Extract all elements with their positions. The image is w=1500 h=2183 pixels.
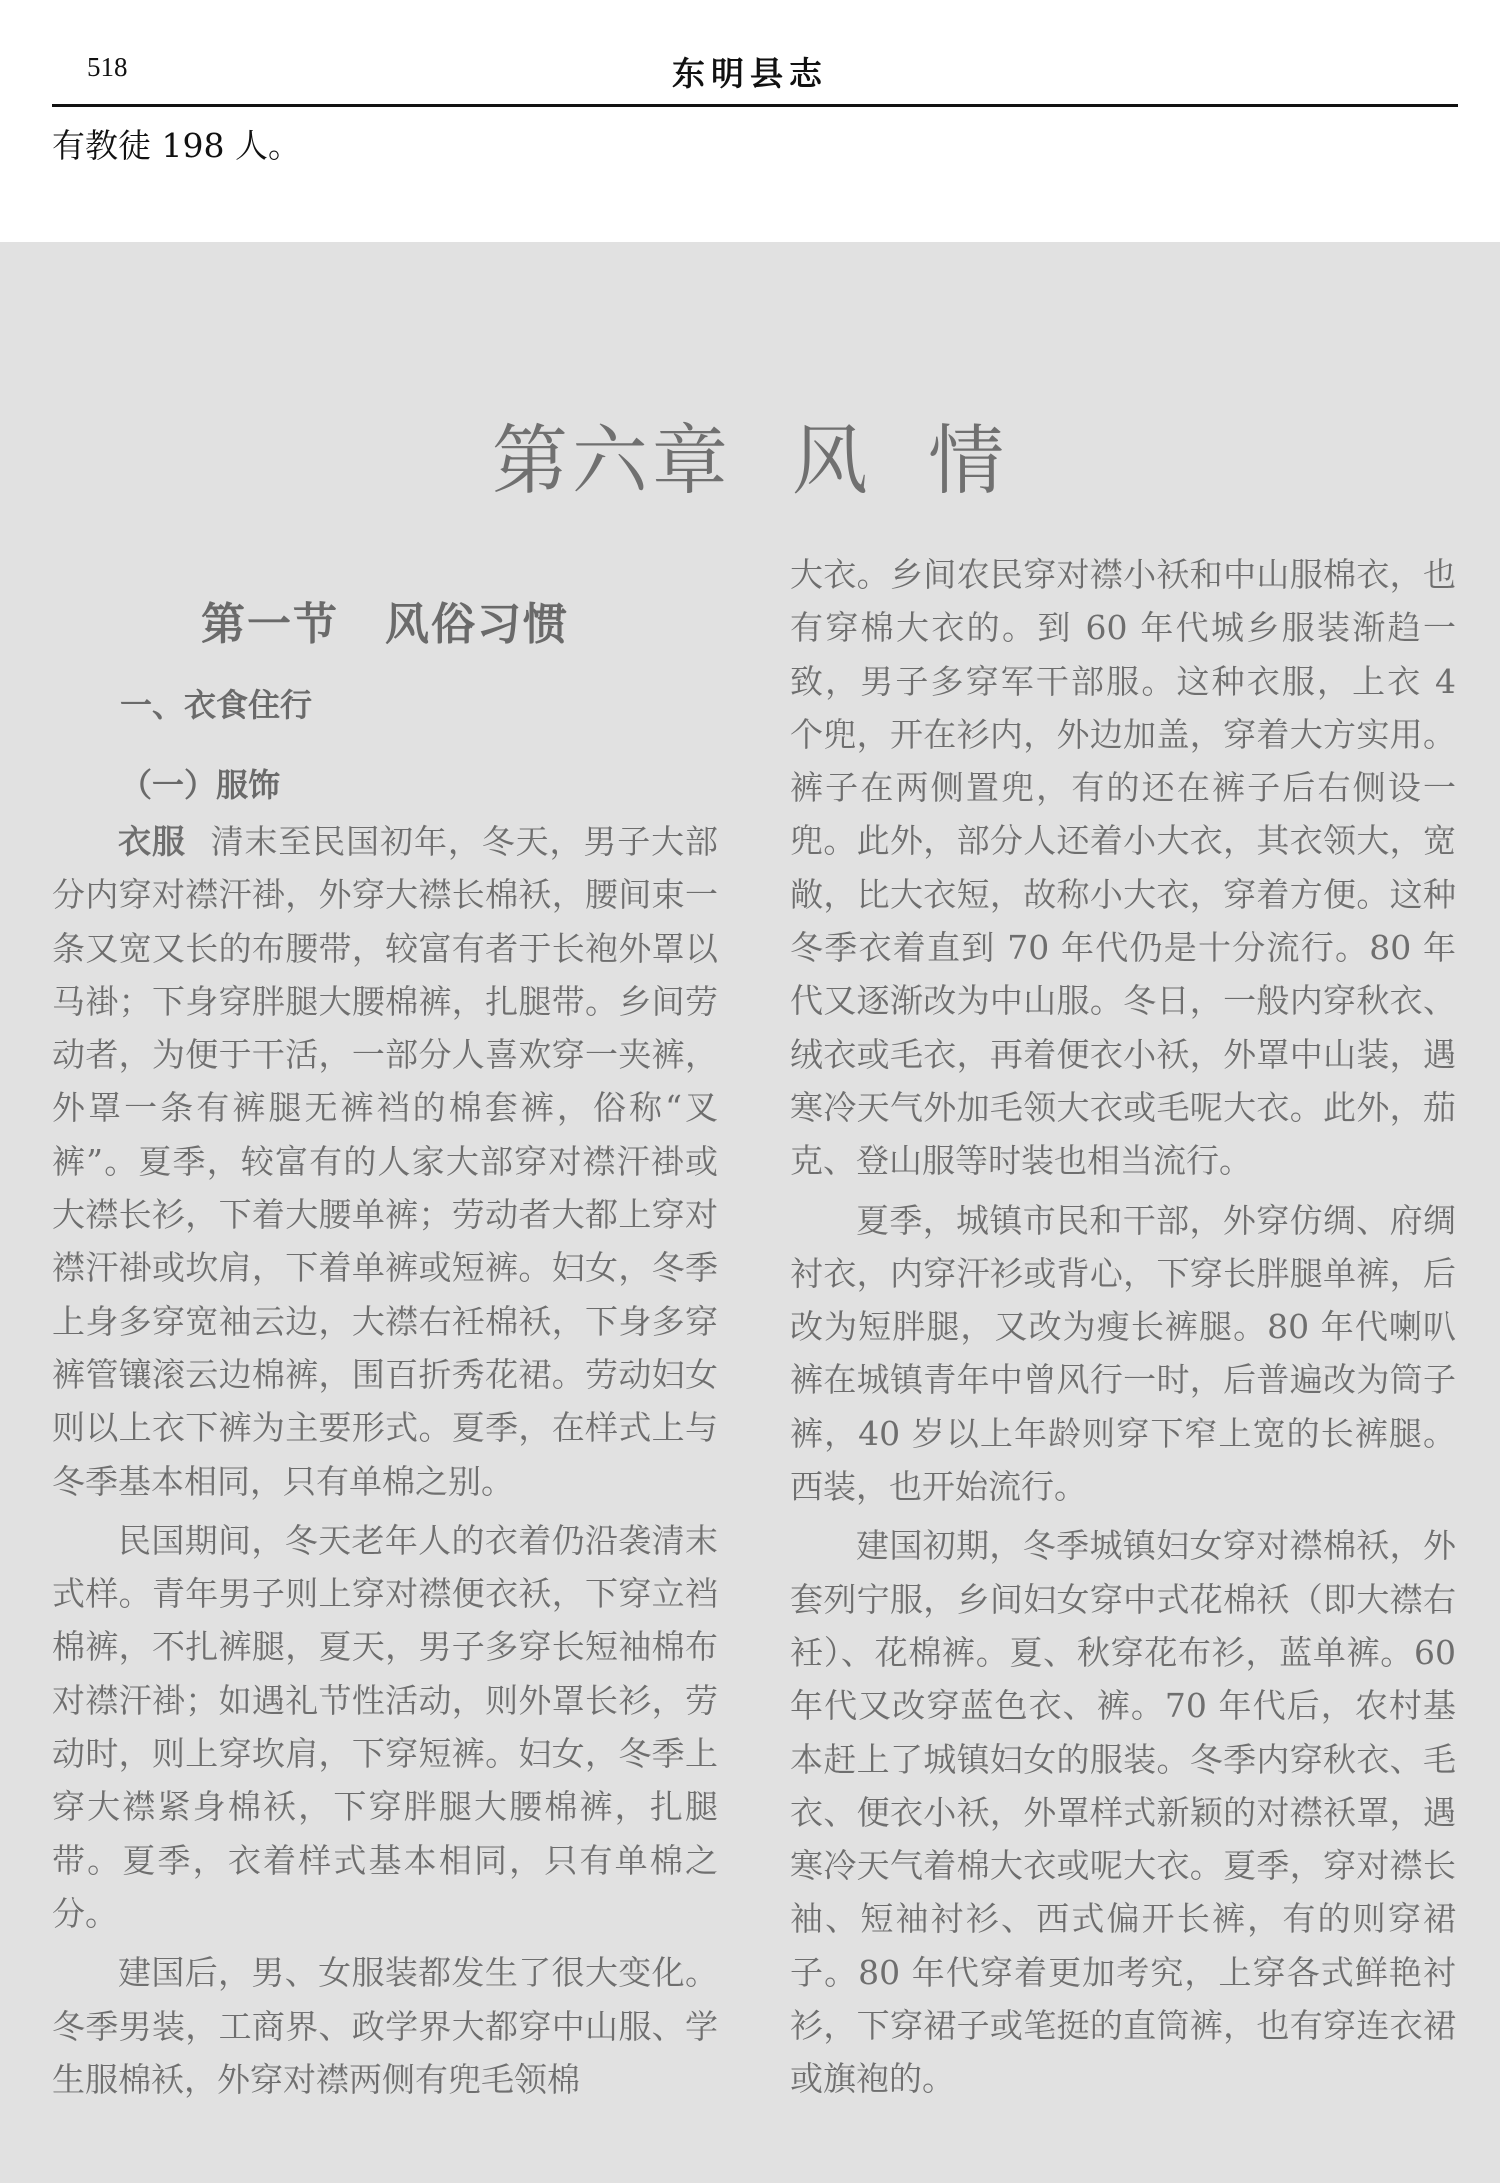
header-rule [52, 104, 1458, 107]
running-title: 东明县志 [672, 54, 828, 93]
paragraph: 建国后，男、女服装都发生了很大变化。冬季男装，工商界、政学界大都穿中山服、学生服棉袄，外穿对襟两侧有兜毛领棉 [52, 1953, 718, 2099]
chapter-title [0, 400, 1500, 509]
paragraph-clothing [52, 815, 718, 1508]
chapter-number: 第六章 [491, 416, 732, 505]
paragraph: 大衣。乡间农民穿对襟小袄和中山服棉衣，也有穿棉大衣的。到 60 年代城乡服装渐趋一致，男子多穿军干部服。这种衣服，上衣 4 个兜，开在衫内，外边加盖，穿着大方实用。裤子在两侧置兜，有的还在裤子后右侧设一兜。此外，部分人还着小大衣，其衣领大，宽敞，比大衣短，故称小大衣，穿着方便。这种冬季衣着直到 70 年代仍是十分流行。80 年代又逐渐改为中山服。冬日，一般内穿秋衣、绒衣或毛衣，再着便衣小袄，外罩中山装，遇寒冷天气外加毛领大衣或毛呢大衣。此外，茄克、登山服等时装也相当流行。 [790, 555, 1456, 1181]
paragraph-term: 衣服 [118, 822, 186, 861]
paragraph: 夏季，城镇市民和干部，外穿仿绸、府绸衬衣，内穿汗衫或背心，下穿长胖腿单裤，后改为短胖腿，又改为瘦长裤腿。80 年代喇叭裤在城镇青年中曾风行一时，后普遍改为筒子裤，40 岁以上年龄则穿下窄上宽的长裤腿。西装，也开始流行。 [790, 1200, 1456, 1507]
left-column [52, 815, 718, 2106]
subsection-heading: 一、衣食住行 [120, 686, 313, 724]
paragraph: 建国初期，冬季城镇妇女穿对襟棉袄，外套列宁服，乡间妇女穿中式花棉袄（即大襟右衽）、花棉裤。夏、秋穿花布衫，蓝单裤。60 年代又改穿蓝色衣、裤。70 年代后，农村基本赶上了城镇妇女的服装。冬季内穿秋衣、毛衣、便衣小袄，外罩样式新颖的对襟袄罩，遇寒冷天气着棉大衣或呢大衣。夏季，穿对襟长袖、短袖衬衫、西式偏开长裤，有的则穿裙子。80 年代穿着更加考究，上穿各式鲜艳衬衫，下穿裙子或笔挺的直筒裤，也有穿连衣裙或旗袍的。 [790, 1526, 1456, 2099]
paragraph: 民国期间，冬天老年人的衣着仍沿袭清末式样。青年男子则上穿对襟便衣袄，下穿立裆棉裤，不扎裤腿，夏天，男子多穿长短袖棉布对襟汗褂；如遇礼节性活动，则外罩长衫，劳动时，则上穿坎肩，下穿短裤。妇女，冬季上穿大襟紧身棉袄，下穿胖腿大腰棉裤，扎腿带。夏季，衣着样式基本相同，只有单棉之分。 [52, 1520, 718, 1933]
chapter-name: 风 情 [791, 416, 1009, 505]
paragraph-text: 清末至民国初年，冬天，男子大部分内穿对襟汗褂，外穿大襟长棉袄，腰间束一条又宽又长的布腰带，较富有者于长袍外罩以马褂；下身穿胖腿大腰棉裤，扎腿带。乡间劳动者，为便于干活，一部分人喜欢穿一夹裤，外罩一条有裤腿无裤裆的棉套裤，俗称“叉裤”。夏季，较富有的人家大部穿对襟汗褂或大襟长衫，下着大腰单裤；劳动者大都上穿对襟汗褂或坎肩，下着单裤或短裤。妇女，冬季上身多穿宽袖云边，大襟右衽棉袄，下身多穿裤管镶滚云边棉裤，围百折秀花裙。劳动妇女则以上衣下裤为主要形式。夏季，在样式上与冬季基本相同，只有单棉之别。 [52, 822, 719, 1501]
subsubsection-heading: （一）服饰 [120, 766, 281, 804]
carryover-text: 有教徒 198 人。 [52, 126, 301, 165]
right-column [790, 548, 1456, 2106]
section-title: 第一节 风俗习惯 [201, 599, 569, 650]
page-number: 518 [87, 52, 128, 82]
